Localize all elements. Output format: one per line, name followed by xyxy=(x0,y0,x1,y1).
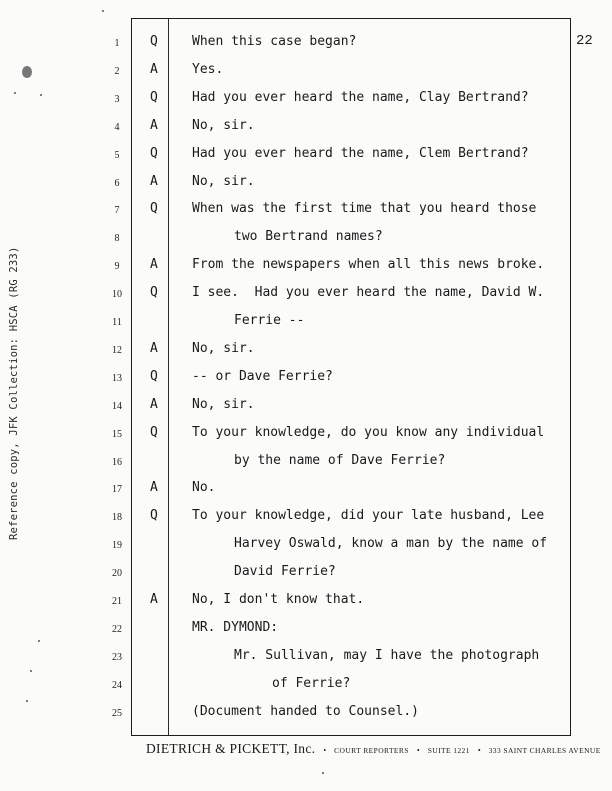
transcript-line xyxy=(0,451,612,471)
line-text: of Ferrie? xyxy=(272,675,351,691)
line-text: Yes. xyxy=(192,61,224,77)
speaker-label: Q xyxy=(150,424,158,440)
speaker-label: Q xyxy=(150,508,158,524)
line-text: by the name of Dave Ferrie? xyxy=(234,452,446,468)
transcript-line xyxy=(0,60,612,80)
line-text: To your knowledge, did your late husband, Lee xyxy=(192,508,545,524)
firm-name: DIETRICH & PICKETT, Inc. xyxy=(146,741,316,756)
transcript-line xyxy=(0,283,612,303)
line-number: 14 xyxy=(112,400,122,412)
transcript-line xyxy=(0,590,612,610)
line-text: No, sir. xyxy=(192,117,255,133)
transcript-line xyxy=(0,227,612,247)
transcript-line xyxy=(0,702,612,722)
footer-separator: • xyxy=(477,746,481,755)
page-number: 22 xyxy=(576,33,593,49)
line-number: 13 xyxy=(112,372,122,384)
scan-speck xyxy=(38,640,40,642)
line-text: Ferrie -- xyxy=(234,313,305,328)
line-text: No, sir. xyxy=(192,396,255,412)
line-text: When this case began? xyxy=(192,34,357,49)
margin-stamp: Reference copy, JFK Collection: HSCA (RG 233) xyxy=(8,246,20,540)
line-number: 22 xyxy=(112,623,122,635)
speaker-label: A xyxy=(150,61,158,77)
transcript-line xyxy=(0,395,612,415)
line-number: 20 xyxy=(112,568,122,580)
speaker-label: A xyxy=(150,117,158,133)
transcript-line xyxy=(0,32,612,52)
line-number: 5 xyxy=(114,149,120,161)
speaker-label: A xyxy=(150,592,158,607)
line-text: MR. DYMOND: xyxy=(192,619,279,635)
line-number: 4 xyxy=(114,121,120,133)
line-text: two Bertrand names? xyxy=(234,229,383,245)
line-text: (Document handed to Counsel.) xyxy=(192,703,419,719)
speaker-label: Q xyxy=(150,89,158,105)
scan-speck xyxy=(40,94,42,96)
transcript-line xyxy=(0,199,612,219)
line-number: 12 xyxy=(112,344,122,356)
line-number: 3 xyxy=(114,93,120,105)
scan-speck xyxy=(22,66,32,78)
line-text: Mr. Sullivan, may I have the photograph xyxy=(234,647,540,663)
transcript-line xyxy=(0,339,612,359)
line-text: Had you ever heard the name, Clay Bertrand? xyxy=(192,89,529,105)
line-number: 16 xyxy=(112,456,122,468)
line-number: 1 xyxy=(114,38,120,49)
footer-separator: • xyxy=(323,746,327,755)
line-text: No. xyxy=(192,480,216,496)
line-number: 15 xyxy=(112,428,122,440)
transcript-line xyxy=(0,506,612,526)
line-number: 17 xyxy=(112,484,122,496)
transcript-line xyxy=(0,311,612,331)
speaker-label: Q xyxy=(150,145,158,161)
transcript-line xyxy=(0,534,612,554)
footer-reporters: COURT REPORTERS xyxy=(334,746,409,755)
transcript-line xyxy=(0,478,612,498)
transcript-line xyxy=(0,618,612,638)
line-number: 7 xyxy=(114,205,120,217)
transcript-line xyxy=(0,144,612,164)
line-text: From the newspapers when all this news broke. xyxy=(192,257,545,273)
line-text: When was the first time that you heard those xyxy=(192,201,537,217)
speaker-label: A xyxy=(150,257,158,273)
transcript-line xyxy=(0,367,612,387)
speaker-label: A xyxy=(150,480,158,496)
line-text: Harvey Oswald, know a man by the name of xyxy=(234,536,548,552)
scan-speck xyxy=(26,700,28,702)
speaker-label: A xyxy=(150,340,158,356)
speaker-label: Q xyxy=(150,285,158,301)
scan-speck xyxy=(14,92,16,94)
footer-separator: • xyxy=(416,746,420,755)
line-number: 9 xyxy=(114,261,120,273)
speaker-label: Q xyxy=(150,34,158,49)
line-number: 6 xyxy=(114,177,120,189)
line-number: 23 xyxy=(112,651,122,663)
line-text: -- or Dave Ferrie? xyxy=(192,368,333,384)
line-number: 24 xyxy=(112,679,122,691)
transcript-line xyxy=(0,88,612,108)
line-text: No, sir. xyxy=(192,340,255,356)
footer-address: 333 SAINT CHARLES AVENUE xyxy=(488,746,601,755)
transcript-line xyxy=(0,646,612,666)
transcript-line xyxy=(0,674,612,694)
footer-suite: SUITE 1221 xyxy=(427,746,470,755)
transcript-line xyxy=(0,423,612,443)
line-number: 25 xyxy=(112,707,122,719)
line-number: 10 xyxy=(112,289,122,301)
reporter-footer xyxy=(146,740,601,758)
line-number: 18 xyxy=(112,512,122,524)
scan-speck xyxy=(30,670,32,672)
line-number: 8 xyxy=(114,233,120,245)
scan-speck xyxy=(322,772,324,774)
line-text: No, I don't know that. xyxy=(192,592,365,607)
transcript-line xyxy=(0,255,612,275)
scan-speck xyxy=(102,10,104,12)
transcript-line xyxy=(0,172,612,192)
speaker-label: Q xyxy=(150,368,158,384)
speaker-label: A xyxy=(150,173,158,189)
line-text: David Ferrie? xyxy=(234,564,336,580)
line-number: 2 xyxy=(114,65,120,77)
line-text: Had you ever heard the name, Clem Bertrand? xyxy=(192,145,529,161)
line-text: No, sir. xyxy=(192,173,255,189)
speaker-label: Q xyxy=(150,201,158,217)
transcript-line xyxy=(0,562,612,582)
speaker-label: A xyxy=(150,396,158,412)
line-number: 21 xyxy=(112,596,122,607)
transcript-line xyxy=(0,116,612,136)
line-text: I see. Had you ever heard the name, David W. xyxy=(192,285,545,301)
line-number: 11 xyxy=(112,317,122,328)
line-number: 19 xyxy=(112,540,122,552)
line-text: To your knowledge, do you know any individual xyxy=(192,424,545,440)
